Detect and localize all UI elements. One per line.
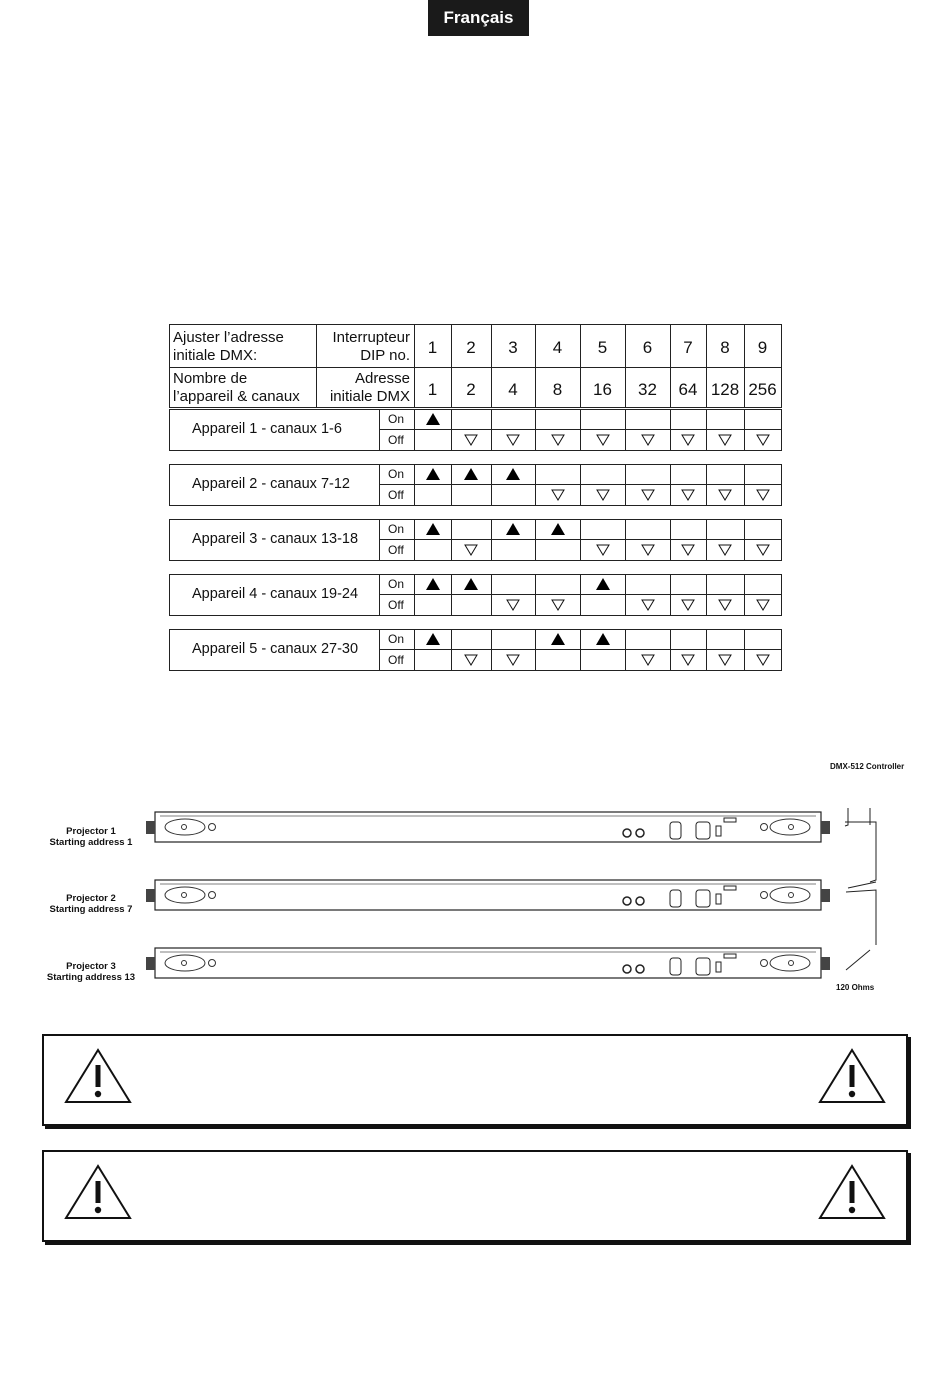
switch-on-arrow-icon	[506, 468, 520, 480]
device-col-line	[706, 464, 707, 506]
header-label: initiale DMX	[329, 388, 410, 405]
switch-off-arrow-icon	[756, 544, 770, 556]
dip-value: 256	[748, 380, 777, 399]
device-col-line	[451, 574, 452, 616]
device-col-line	[491, 464, 492, 506]
switch-off-arrow-icon	[506, 434, 520, 446]
switch-on-arrow-icon	[464, 578, 478, 590]
device-label: Appareil 2 - canaux 7-12	[192, 476, 350, 492]
switch-off-arrow-icon	[756, 599, 770, 611]
device-label: Appareil 1 - canaux 1-6	[192, 421, 342, 437]
warning-box-1	[42, 1034, 908, 1126]
projector-name: Projector 2	[66, 893, 116, 904]
switch-off-arrow-icon	[681, 599, 695, 611]
header-label: Interrupteur	[332, 329, 410, 346]
device-col-line	[670, 409, 671, 451]
switch-off-arrow-icon	[641, 489, 655, 501]
dip-number: 2	[466, 338, 476, 357]
switch-on-arrow-icon	[426, 468, 440, 480]
switch-off-arrow-icon	[464, 544, 478, 556]
switch-off-arrow-icon	[681, 544, 695, 556]
switch-on-arrow-icon	[596, 578, 610, 590]
off-label: Off	[388, 653, 404, 667]
device-col-line	[451, 519, 452, 561]
dip-number: 6	[642, 338, 653, 357]
device-col-line	[379, 519, 380, 561]
dip-number: 7	[683, 338, 693, 357]
device-col-line	[414, 464, 415, 506]
switch-on-arrow-icon	[464, 468, 478, 480]
controller-label: DMX-512 Controller	[830, 762, 905, 771]
dip-number: 9	[757, 338, 768, 357]
device-col-line	[414, 519, 415, 561]
dip-value: 128	[710, 380, 740, 399]
device-col-line	[706, 409, 707, 451]
device-label: Appareil 5 - canaux 27-30	[192, 641, 359, 657]
switch-off-arrow-icon	[551, 489, 565, 501]
switch-off-arrow-icon	[464, 434, 478, 446]
projector-name: Projector 3	[66, 961, 116, 972]
projector-address: Starting address 7	[49, 904, 133, 915]
device-col-line	[744, 464, 745, 506]
device-col-line	[414, 629, 415, 671]
device-col-line	[451, 409, 452, 451]
dip-value: 16	[593, 380, 612, 399]
device-col-line	[670, 519, 671, 561]
dip-value: 64	[678, 380, 698, 399]
device-col-line	[706, 629, 707, 671]
switch-off-arrow-icon	[756, 434, 770, 446]
table-header-divider	[169, 367, 781, 368]
warning-box-2	[42, 1150, 908, 1242]
projector-bar	[146, 812, 830, 842]
device-col-line	[706, 574, 707, 616]
device-col-line	[414, 574, 415, 616]
header-label: Nombre de	[173, 370, 248, 387]
device-label: Appareil 3 - canaux 13-18	[192, 531, 359, 547]
on-label: On	[388, 522, 405, 536]
switch-off-arrow-icon	[718, 654, 732, 666]
device-col-line	[706, 519, 707, 561]
device-col-line	[580, 409, 581, 451]
warning-triangle-icon	[818, 1048, 886, 1104]
warning-triangle-icon	[818, 1164, 886, 1220]
device-col-line	[535, 409, 536, 451]
switch-off-arrow-icon	[596, 489, 610, 501]
switch-off-arrow-icon	[596, 544, 610, 556]
device-col-line	[535, 629, 536, 671]
table-header-col-divider	[316, 324, 317, 408]
switch-on-arrow-icon	[551, 633, 565, 645]
device-col-line	[580, 519, 581, 561]
device-col-line	[744, 629, 745, 671]
device-label: Appareil 4 - canaux 19-24	[192, 586, 359, 602]
dip-number: 1	[427, 338, 438, 357]
device-col-line	[414, 409, 415, 451]
device-col-line	[744, 519, 745, 561]
device-col-line	[670, 464, 671, 506]
switch-on-arrow-icon	[426, 523, 440, 535]
device-col-line	[451, 629, 452, 671]
switch-off-arrow-icon	[551, 434, 565, 446]
dip-value: 8	[552, 380, 563, 399]
projector-address: Starting address 1	[49, 837, 133, 848]
switch-on-arrow-icon	[426, 633, 440, 645]
warning-triangle-icon	[64, 1048, 132, 1104]
device-col-line	[580, 464, 581, 506]
device-col-line	[625, 409, 626, 451]
device-col-line	[625, 629, 626, 671]
device-col-line	[625, 574, 626, 616]
switch-off-arrow-icon	[681, 489, 695, 501]
on-label: On	[388, 467, 405, 481]
switch-off-arrow-icon	[464, 654, 478, 666]
switch-off-arrow-icon	[681, 434, 695, 446]
projector-bar	[146, 948, 830, 978]
off-label: Off	[388, 488, 404, 502]
device-col-line	[451, 464, 452, 506]
dip-number: 3	[508, 338, 518, 357]
switch-off-arrow-icon	[641, 599, 655, 611]
dip-number: 5	[597, 338, 608, 357]
on-label: On	[388, 632, 405, 646]
device-col-line	[625, 464, 626, 506]
device-col-line	[580, 629, 581, 671]
projector-chain-svg	[0, 750, 950, 1030]
projector-bar	[146, 880, 830, 910]
switch-off-arrow-icon	[596, 434, 610, 446]
switch-off-arrow-icon	[681, 654, 695, 666]
switch-off-arrow-icon	[718, 544, 732, 556]
projector-address: Starting address 13	[46, 972, 136, 983]
switch-off-arrow-icon	[641, 544, 655, 556]
device-col-line	[379, 464, 380, 506]
header-label: Ajuster l’adresse	[173, 329, 284, 346]
off-label: Off	[388, 543, 404, 557]
switch-off-arrow-icon	[718, 489, 732, 501]
switch-off-arrow-icon	[551, 599, 565, 611]
switch-on-arrow-icon	[596, 633, 610, 645]
device-col-line	[379, 629, 380, 671]
device-col-line	[379, 574, 380, 616]
switch-off-arrow-icon	[718, 599, 732, 611]
off-label: Off	[388, 598, 404, 612]
device-col-line	[744, 574, 745, 616]
switch-off-arrow-icon	[641, 434, 655, 446]
terminator-label: 120 Ohms	[836, 983, 875, 992]
switch-off-arrow-icon	[756, 654, 770, 666]
device-col-line	[580, 574, 581, 616]
switch-off-arrow-icon	[718, 434, 732, 446]
device-col-line	[625, 519, 626, 561]
dip-value: 1	[427, 380, 438, 399]
projector-name: Projector 1	[66, 826, 116, 837]
switch-off-arrow-icon	[641, 654, 655, 666]
switch-off-arrow-icon	[506, 599, 520, 611]
switch-on-arrow-icon	[426, 413, 440, 425]
header-label: initiale DMX:	[173, 347, 258, 364]
header-label: Adresse	[354, 370, 410, 387]
dmx-cable	[845, 808, 876, 970]
device-col-line	[379, 409, 380, 451]
on-label: On	[388, 412, 405, 426]
dip-value: 4	[508, 380, 518, 399]
on-label: On	[388, 577, 405, 591]
device-col-line	[491, 519, 492, 561]
language-badge: Français	[428, 0, 529, 36]
switch-off-arrow-icon	[756, 489, 770, 501]
switch-on-arrow-icon	[551, 523, 565, 535]
device-col-line	[670, 574, 671, 616]
off-label: Off	[388, 433, 404, 447]
device-col-line	[491, 629, 492, 671]
device-col-line	[491, 409, 492, 451]
device-col-line	[535, 574, 536, 616]
device-col-line	[535, 519, 536, 561]
warning-triangle-icon	[64, 1164, 132, 1220]
switch-on-arrow-icon	[426, 578, 440, 590]
dip-number: 4	[552, 338, 563, 357]
switch-off-arrow-icon	[506, 654, 520, 666]
dip-value: 32	[638, 380, 657, 399]
device-col-line	[491, 574, 492, 616]
device-col-line	[535, 464, 536, 506]
device-col-line	[670, 629, 671, 671]
switch-on-arrow-icon	[506, 523, 520, 535]
header-label: DIP no.	[360, 347, 410, 364]
dip-value: 2	[466, 380, 476, 399]
header-label: l’appareil & canaux	[173, 388, 300, 405]
dip-number: 8	[720, 338, 730, 357]
device-col-line	[744, 409, 745, 451]
